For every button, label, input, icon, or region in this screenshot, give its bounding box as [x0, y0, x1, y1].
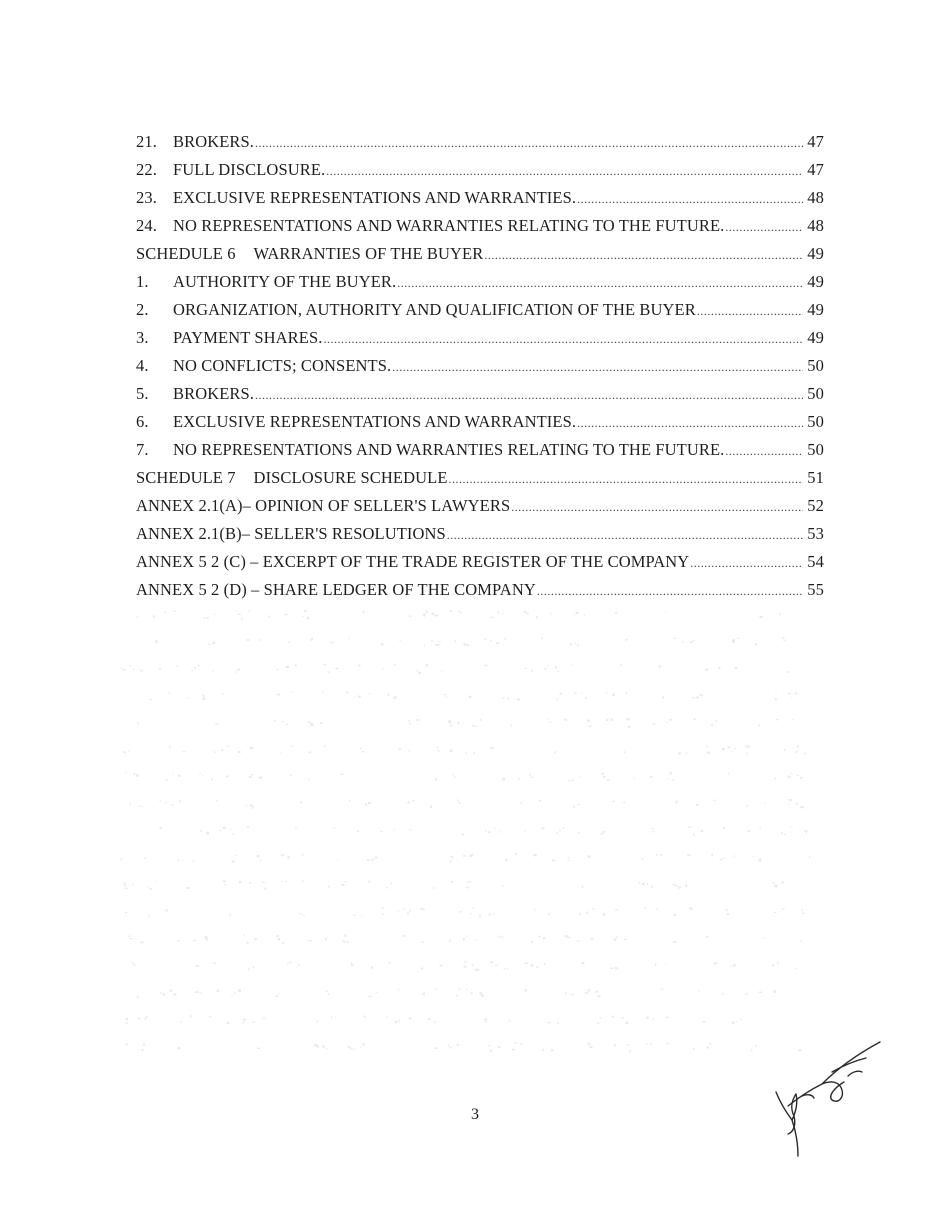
toc-entry — [136, 408, 824, 436]
toc-entry-page: 49 — [807, 328, 824, 347]
toc-entry-title-text: ANNEX 2.1(A)– OPINION OF SELLER'S LAWYERS — [136, 496, 511, 515]
toc-entry — [136, 548, 824, 576]
toc-entry-title — [173, 352, 391, 380]
toc-dot-leader — [323, 325, 803, 353]
toc-entry-title — [173, 324, 322, 352]
toc-entry — [136, 324, 824, 352]
toc-entry-title — [136, 492, 510, 520]
toc-entry-title-text: ANNEX 5 2 (C) – EXCERPT OF THE TRADE REGISTER OF THE COMPANY — [136, 552, 690, 571]
toc-dot-leader — [577, 409, 803, 437]
toc-dot-leader — [511, 493, 803, 521]
toc-entry-title — [173, 408, 576, 436]
toc-entry-page: 52 — [807, 496, 824, 515]
toc-entry-number: 3. — [136, 328, 149, 347]
toc-entry-title — [173, 212, 724, 240]
toc-dot-leader — [255, 129, 803, 157]
toc-entry-title — [173, 156, 325, 184]
toc-entry-title-text: BROKERS. — [173, 132, 255, 151]
toc-entry-title-text: EXCLUSIVE REPRESENTATIONS AND WARRANTIES. — [173, 412, 577, 431]
toc-dot-leader — [326, 157, 803, 185]
toc-entry-title-text: NO CONFLICTS; CONSENTS. — [173, 356, 392, 375]
toc-dot-leader — [690, 549, 803, 577]
toc-entry-page: 48 — [807, 216, 824, 235]
table-of-contents — [136, 128, 824, 604]
toc-entry-subtitle-text: WARRANTIES OF THE BUYER — [253, 244, 484, 263]
toc-entry-number: 5. — [136, 384, 149, 403]
toc-entry-page: 51 — [807, 468, 824, 487]
toc-entry-title-text: SCHEDULE 7 — [136, 468, 236, 487]
toc-dot-leader — [449, 465, 803, 493]
toc-entry — [136, 212, 824, 240]
toc-entry-number: 1. — [136, 272, 149, 291]
toc-entry — [136, 380, 824, 408]
toc-entry-page: 50 — [807, 384, 824, 403]
toc-entry-title-text: SCHEDULE 6 — [136, 244, 236, 263]
toc-dot-leader — [392, 353, 803, 381]
toc-entry-page: 47 — [807, 160, 824, 179]
toc-entry-page: 55 — [807, 580, 824, 599]
toc-dot-leader — [577, 185, 803, 213]
toc-entry-number: 4. — [136, 356, 149, 375]
toc-entry — [136, 184, 824, 212]
toc-entry-title-text: ANNEX 5 2 (D) – SHARE LEDGER OF THE COMPANY — [136, 580, 536, 599]
toc-entry-page: 49 — [807, 272, 824, 291]
toc-entry — [136, 156, 824, 184]
scan-speckle-background — [120, 600, 820, 1080]
toc-entry-title-text: BROKERS. — [173, 384, 255, 403]
signature-icon — [762, 1036, 892, 1160]
toc-entry-title-text: PAYMENT SHARES. — [173, 328, 323, 347]
toc-entry-title — [173, 296, 696, 324]
toc-entry-title-text: ORGANIZATION, AUTHORITY AND QUALIFICATION OF THE BUYER — [173, 300, 696, 319]
toc-entry — [136, 436, 824, 464]
toc-entry-title — [173, 184, 576, 212]
toc-entry-title — [136, 548, 689, 576]
toc-entry-subtitle-text: DISCLOSURE SCHEDULE — [253, 468, 448, 487]
toc-entry — [136, 352, 824, 380]
toc-entry-number: 24. — [136, 216, 157, 235]
toc-dot-leader — [725, 213, 803, 241]
toc-entry-page: 54 — [807, 552, 824, 571]
toc-entry-page: 49 — [807, 300, 824, 319]
toc-entry-title-text: NO REPRESENTATIONS AND WARRANTIES RELATING TO THE FUTURE. — [173, 216, 725, 235]
toc-entry — [136, 296, 824, 324]
toc-entry-title — [136, 240, 483, 268]
toc-entry-number: 6. — [136, 412, 149, 431]
toc-dot-leader — [255, 381, 803, 409]
toc-entry-page: 47 — [807, 132, 824, 151]
toc-entry-number: 2. — [136, 300, 149, 319]
toc-entry-title — [173, 436, 724, 464]
toc-entry-number: 23. — [136, 188, 157, 207]
toc-entry — [136, 128, 824, 156]
toc-entry-number: 22. — [136, 160, 157, 179]
toc-entry-number: 21. — [136, 132, 157, 151]
toc-entry-page: 49 — [807, 244, 824, 263]
toc-entry-title-text: NO REPRESENTATIONS AND WARRANTIES RELATING TO THE FUTURE. — [173, 440, 725, 459]
toc-entry-page: 48 — [807, 188, 824, 207]
toc-dot-leader — [397, 269, 803, 297]
toc-entry-title — [173, 268, 396, 296]
toc-entry — [136, 520, 824, 548]
toc-entry-page: 50 — [807, 356, 824, 375]
toc-dot-leader — [697, 297, 803, 325]
toc-entry-title — [136, 520, 446, 548]
toc-entry-title — [173, 380, 254, 408]
toc-dot-leader — [484, 241, 803, 269]
toc-entry-number: 7. — [136, 440, 149, 459]
toc-entry-page: 50 — [807, 440, 824, 459]
toc-dot-leader — [447, 521, 803, 549]
toc-entry-title-text: FULL DISCLOSURE. — [173, 160, 326, 179]
toc-entry-title — [136, 464, 448, 492]
toc-entry-page: 53 — [807, 524, 824, 543]
toc-entry-title — [173, 128, 254, 156]
toc-entry — [136, 492, 824, 520]
toc-entry-title-text: AUTHORITY OF THE BUYER. — [173, 272, 397, 291]
toc-entry — [136, 268, 824, 296]
page-number: 3 — [471, 1106, 479, 1123]
toc-entry-page: 50 — [807, 412, 824, 431]
toc-dot-leader — [725, 437, 803, 465]
toc-entry-title-text: ANNEX 2.1(B)– SELLER'S RESOLUTIONS — [136, 524, 446, 543]
toc-entry — [136, 464, 824, 492]
toc-entry — [136, 240, 824, 268]
toc-entry-title-text: EXCLUSIVE REPRESENTATIONS AND WARRANTIES. — [173, 188, 577, 207]
